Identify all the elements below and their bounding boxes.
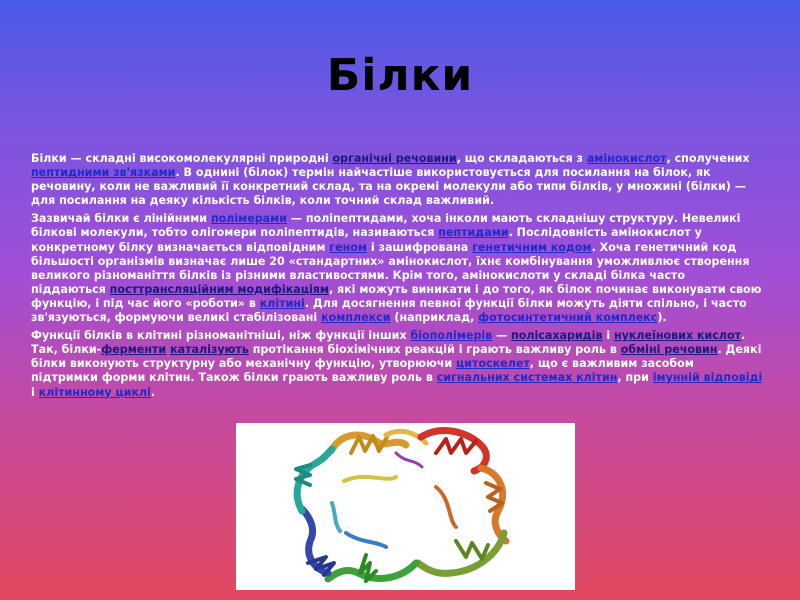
inline-link[interactable]: клітинному циклі — [38, 385, 151, 399]
text-segment: . В однині (білок) термін найчастіше використовується для посилання на білок, як речовину, коли не важливий її конкретний склад, та на окремі молекули або типи білків, у множині (білки) — для посилання на деяку кількість білків, коли точний склад важливий. — [31, 166, 746, 208]
inline-link[interactable]: полісахаридів — [511, 329, 603, 343]
text-segment: — — [492, 329, 512, 343]
inline-link[interactable]: ферменти — [101, 343, 167, 357]
text-segment: і — [31, 385, 39, 399]
inline-link[interactable]: цитоскелет — [456, 357, 530, 371]
inline-link[interactable]: пептидами — [438, 226, 509, 240]
slide-body-text — [31, 152, 763, 404]
paragraph-2 — [31, 212, 763, 325]
paragraph-3 — [31, 329, 763, 399]
inline-link[interactable]: імунній відповіді — [652, 371, 763, 385]
text-segment: протікання біохімічних реакцій і грають важливу роль в — [248, 343, 621, 357]
paragraph-1 — [31, 152, 763, 208]
text-segment: . Так, білки- — [31, 329, 746, 357]
inline-link[interactable]: фотосинтетичний комплекс — [478, 311, 658, 325]
slide-title: Білки — [326, 50, 474, 101]
text-segment: . — [150, 385, 156, 399]
text-segment: . Хоча генетичний код більшості організмів визначає лише 20 «стандартних» амінокислот, їхнє комбінування уможливлює створення великого різноманіття білків із різними властивостями. Крім того, амінокислоти у складі білка часто піддаються — [31, 240, 750, 296]
inline-link[interactable]: полімерами — [210, 212, 288, 226]
text-segment: Білки — складні високомолекулярні природні — [31, 152, 333, 165]
inline-link[interactable]: біополімерів — [410, 329, 493, 343]
inline-link[interactable]: нуклеїнових кислот — [614, 329, 742, 343]
text-segment: , які можуть виникати і до того, як білок починає виконувати свою функцію, і під час його «роботи» в — [31, 282, 762, 310]
text-segment: . Для досягнення певної функції білки можуть діяти спільно, і часто зв'язуються, формуючи великі стабілізовані — [31, 296, 747, 325]
text-segment: . Деякі білки виконують структурну або механічну функцію, утворюючи — [31, 343, 762, 371]
protein-ribbon-illustration — [236, 423, 575, 590]
inline-link[interactable]: геном — [329, 240, 367, 254]
protein-structure-image — [236, 423, 575, 590]
inline-link[interactable]: клітині — [259, 296, 305, 310]
text-segment: і — [602, 329, 614, 343]
inline-link[interactable]: комплекси — [321, 311, 391, 325]
text-segment: . Послідовність амінокислот у конкретному білку визначається відповідним — [31, 226, 702, 254]
text-segment: , що є важливим засобом підтримки форми клітин. Також білки грають важливу роль в — [31, 357, 694, 385]
text-segment: і зашифрована — [366, 240, 473, 254]
text-segment: Функції білків в клітині різноманітніші, ніж функції інших — [31, 329, 411, 343]
inline-link[interactable]: посттрансляційним модифікаціям — [109, 282, 329, 296]
inline-link[interactable]: амінокислот — [586, 152, 667, 165]
text-segment: ). — [657, 311, 667, 325]
inline-link[interactable]: пептидними зв'язками — [31, 166, 176, 180]
inline-link[interactable]: обміні речовин — [620, 343, 718, 357]
text-segment: , сполучених — [666, 152, 750, 165]
text-segment: , що складаються з — [456, 152, 587, 165]
inline-link[interactable]: генетичним кодом — [472, 240, 592, 254]
inline-link[interactable]: сигнальних системах клітин — [436, 371, 618, 385]
text-segment: — поліпептидами, хоча інколи мають складнішу структуру. Невеликі білкові молекули, тобто олігомери поліпептидів, називаються — [31, 212, 741, 240]
inline-link[interactable]: органічні речовини — [332, 152, 457, 165]
text-segment: (наприклад, — [390, 311, 479, 325]
text-segment: Зазвичай білки є лінійними — [31, 212, 211, 226]
text-segment: , при — [617, 371, 653, 385]
inline-link[interactable]: каталізують — [170, 343, 249, 357]
